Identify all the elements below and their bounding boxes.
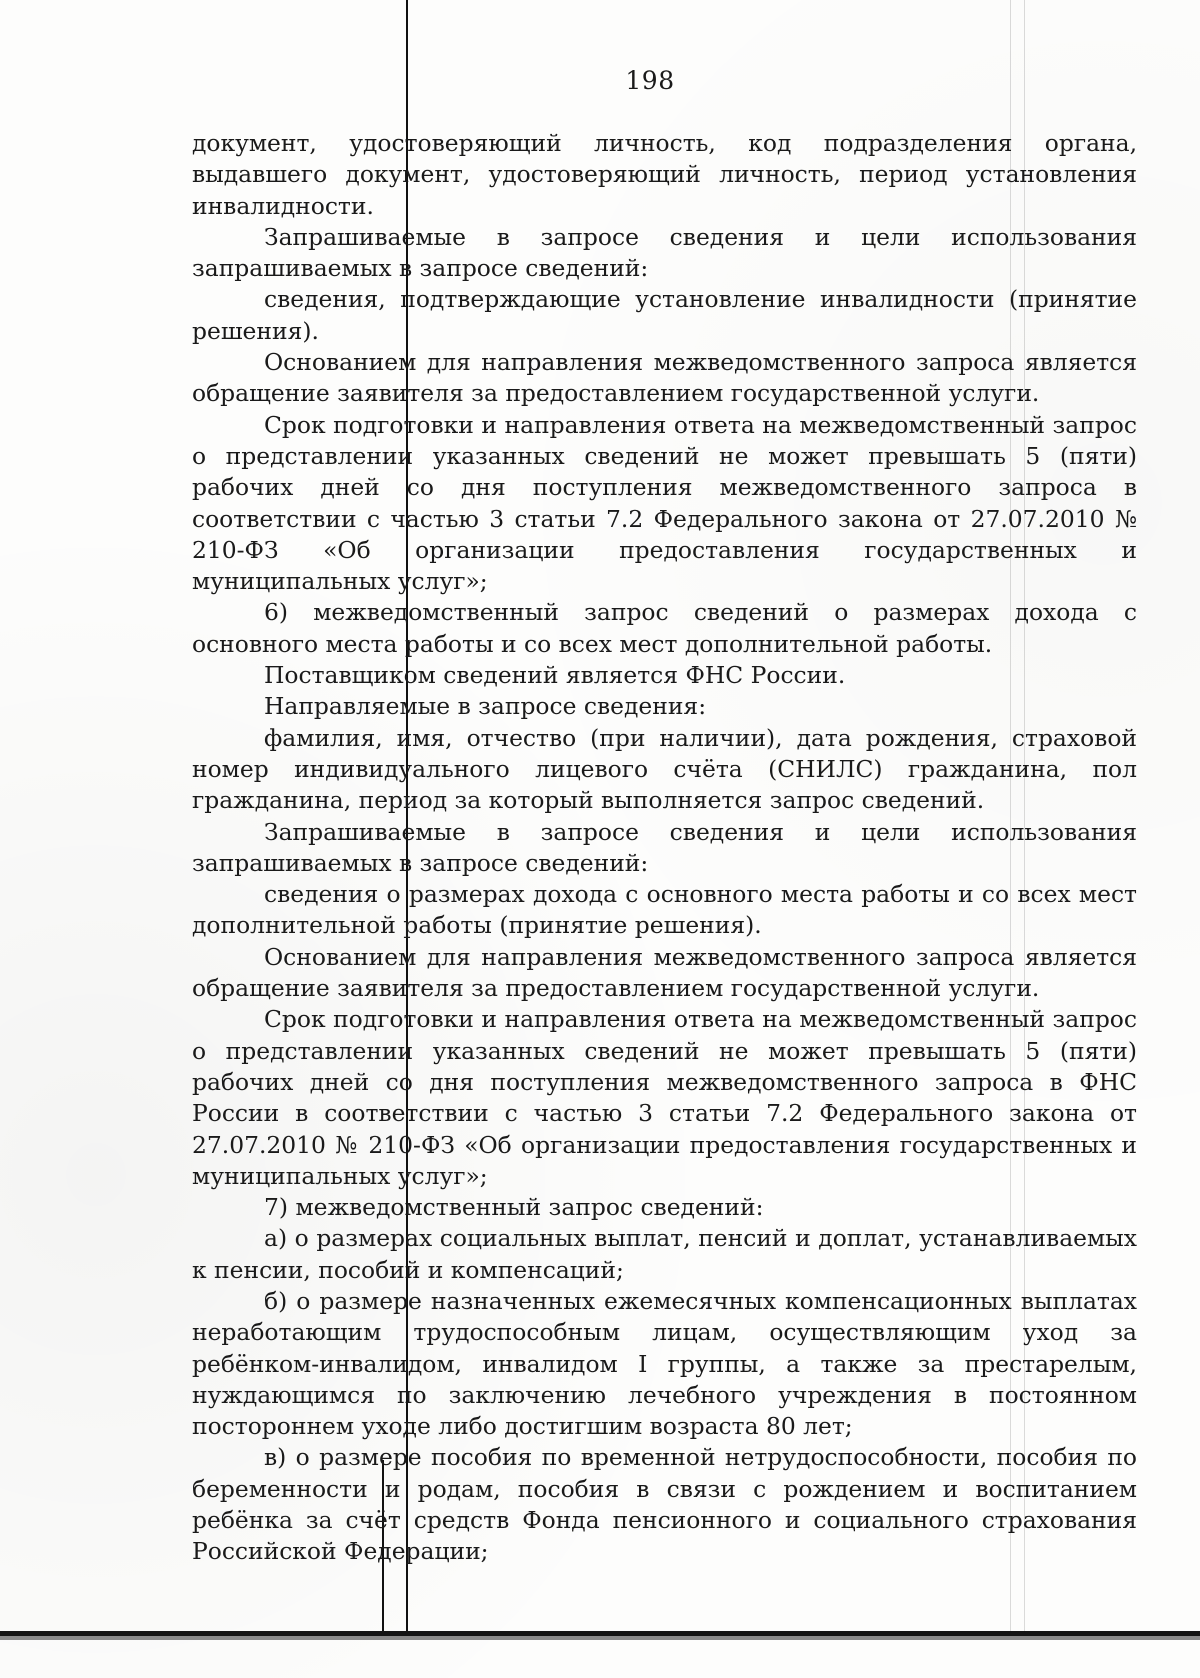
paragraph: Срок подготовки и направления ответа на межведомственный запрос о представлении указанных сведений не может превышать 5 (пяти) рабочих дней со дня поступления межведомственного запроса в соответствии с частью 3 статьи 7.2 Федерального закона от 27.07.2010 № 210-ФЗ «Об организации предоставления государственных и муниципальных услуг»; bbox=[192, 410, 1137, 596]
paragraph: Направляемые в запросе сведения: bbox=[264, 692, 707, 721]
paragraph: 6) межведомственный запрос сведений о размерах дохода с основного места работы и со всех мест дополнительной работы. bbox=[192, 598, 1137, 658]
paragraph: 7) межведомственный запрос сведений: bbox=[264, 1193, 764, 1222]
paragraph: фамилия, имя, отчество (при наличии), дата рождения, страховой номер индивидуального лицевого счёта (СНИЛС) гражданина, пол гражданина, период за который выполняется запрос сведений. bbox=[192, 723, 1137, 815]
scan-bottom-shadow bbox=[0, 1636, 1200, 1640]
paragraph: в) о размере пособия по временной нетрудоспособности, пособия по беременности и родам, пособия в связи с рождением и воспитанием ребёнка за счёт средств Фонда пенсионного и социального страхования Российской Федерации; bbox=[192, 1443, 1137, 1566]
paragraph: Поставщиком сведений является ФНС России. bbox=[264, 661, 846, 690]
paragraph: Запрашиваемые в запросе сведения и цели использования запрашиваемых в запросе сведений: bbox=[192, 222, 1137, 283]
paragraph: б) о размере назначенных ежемесячных компенсационных выплатах неработающим трудоспособным лицам, осуществляющим уход за ребёнком-инвалидом, инвалидом I группы, а также за престарелым, нуждающимся по заключению лечебного учреждения в постоянном постороннем уходе либо достигшим возраста 80 лет; bbox=[192, 1286, 1137, 1441]
paragraph: а) о размерах социальных выплат, пенсий и доплат, устанавливаемых к пенсии, пособий и компенсаций; bbox=[192, 1224, 1137, 1284]
paragraph: Основанием для направления межведомственного запроса является обращение заявителя за предоставлением государственной услуги. bbox=[192, 348, 1137, 408]
paragraph: сведения о размерах дохода с основного места работы и со всех мест дополнительной работы (принятие решения). bbox=[192, 880, 1137, 940]
document-body bbox=[192, 128, 1137, 1568]
paragraph: сведения, подтверждающие установление инвалидности (принятие решения). bbox=[192, 285, 1137, 345]
paragraph: Срок подготовки и направления ответа на межведомственный запрос о представлении указанных сведений не может превышать 5 (пяти) рабочих дней со дня поступления межведомственного запроса в ФНС России в соответствии с частью 3 статьи 7.2 Федерального закона от 27.07.2010 № 210-ФЗ «Об организации предоставления государственных и муниципальных услуг»; bbox=[192, 1005, 1137, 1190]
paragraph: Основанием для направления межведомственного запроса является обращение заявителя за предоставлением государственной услуги. bbox=[192, 942, 1137, 1003]
paragraph: документ, удостоверяющий личность, код подразделения органа, выдавшего документ, удостоверяющий личность, период установления инвалидности. bbox=[192, 129, 1137, 220]
page-number: 198 bbox=[625, 66, 675, 95]
paragraph: Запрашиваемые в запросе сведения и цели использования запрашиваемых в запросе сведений: bbox=[192, 817, 1137, 877]
